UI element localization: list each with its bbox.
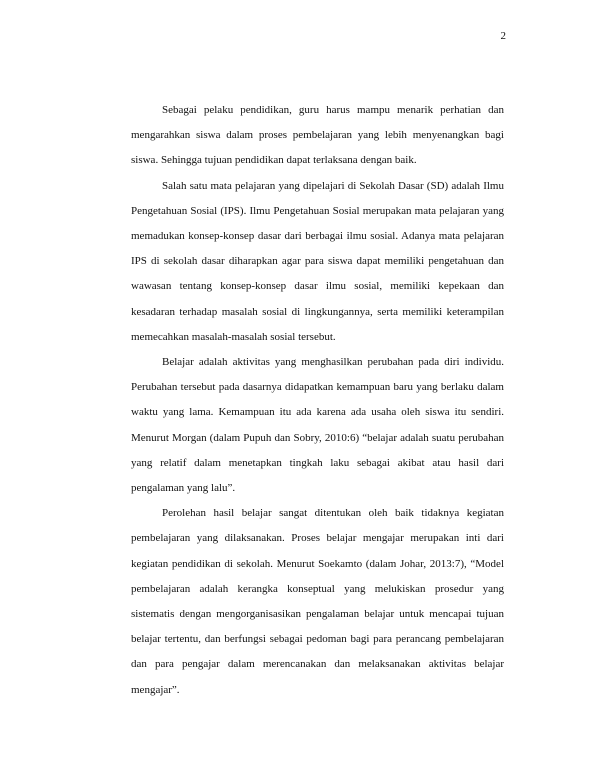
document-body: [131, 98, 504, 703]
paragraph-learning-model: Perolehan hasil belajar sangat ditentukan oleh baik tidaknya kegiatan pembelajaran yang dilaksanakan. Proses belajar mengajar merupakan inti dari kegiatan pendidikan di sekolah. Menurut Soekamto (dalam Johar, 2013:7), “Model pembelajaran adalah kerangka konseptual yang melukiskan prosedur yang sistematis dengan mengorganisasikan pengalaman belajar untuk mencapai tujuan belajar tertentu, dan berfungsi sebagai pedoman bagi para perancang pembelajaran dan para pengajar dalam merencanakan dan melaksanakan aktivitas belajar mengajar”.: [131, 507, 504, 696]
paragraph-learning-definition: Belajar adalah aktivitas yang menghasilkan perubahan pada diri individu. Perubahan tersebut pada dasarnya didapatkan kemampuan baru yang berlaku dalam waktu yang lama. Kemampuan itu ada karena ada usaha oleh siswa itu sendiri. Menurut Morgan (dalam Pupuh dan Sobry, 2010:6) “belajar adalah suatu perubahan yang relatif dalam menetapkan tingkah laku sebagai akibat atau hasil dari pengalaman yang lalu”.: [131, 356, 504, 495]
paragraph-ips-subject: Salah satu mata pelajaran yang dipelajari di Sekolah Dasar (SD) adalah Ilmu Pengetahuan Sosial (IPS). Ilmu Pengetahuan Sosial merupakan mata pelajaran yang memadukan konsep-konsep dasar dari berbagai ilmu sosial. Adanya mata pelajaran IPS di sekolah dasar diharapkan agar para siswa dapat memiliki pengetahuan dan wawasan tentang konsep-konsep dasar ilmu sosial, memiliki kepekaan dan kesadaran terhadap masalah sosial di lingkungannya, serta memiliki keterampilan memecahkan masalah-masalah sosial tersebut.: [131, 179, 504, 343]
paragraph-teacher-role: Sebagai pelaku pendidikan, guru harus mampu menarik perhatian dan mengarahkan siswa dalam proses pembelajaran yang lebih menyenangkan bagi siswa. Sehingga tujuan pendidikan dapat terlaksana dengan baik.: [131, 104, 504, 167]
page-number: 2: [500, 30, 506, 42]
